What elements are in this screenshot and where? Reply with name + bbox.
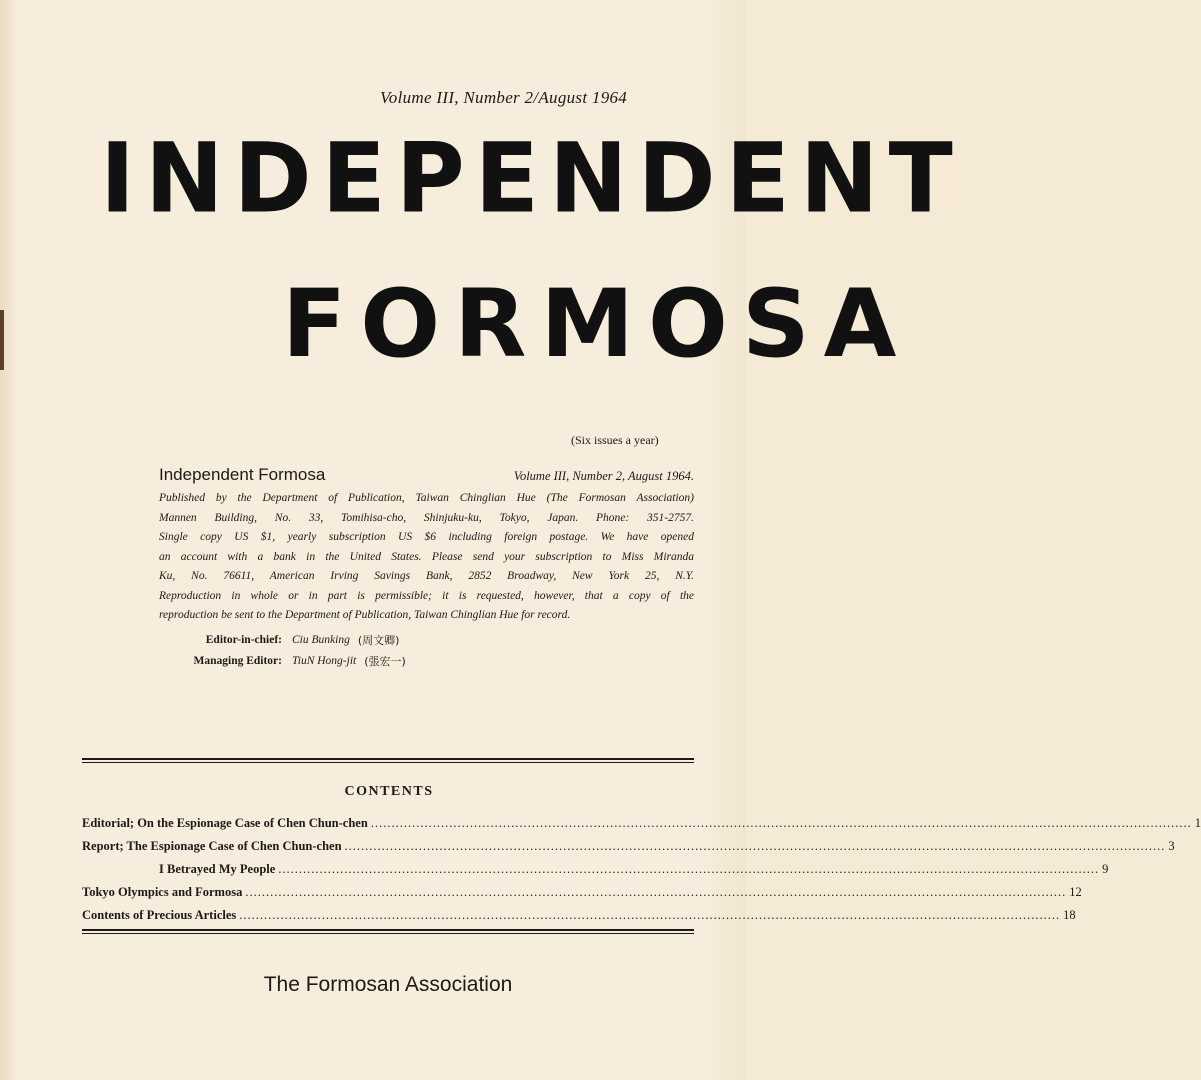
toc-entry-page: 12 — [1069, 885, 1082, 899]
info-line: Reproduction in whole or in part is permissible; it is requested, however, that a copy of the — [159, 589, 694, 602]
editor-row — [159, 651, 694, 672]
info-line: Mannen Building, No. 33, Tomihisa-cho, Shinjuku-ku, Tokyo, Japan. Phone: 351-2757. — [159, 511, 694, 524]
info-line: Single copy US $1, yearly subscription US $6 including foreign postage. We have opened — [159, 531, 694, 543]
publication-frequency: (Six issues a year) — [571, 433, 659, 447]
toc-leader — [345, 835, 1166, 858]
editor-cjk-name: (張宏一) — [364, 654, 406, 668]
info-line: Ku, No. 76611, American Irving Savings Bank, 2852 Broadway, New York 25, N.Y. — [159, 570, 694, 582]
toc-leader — [371, 812, 1192, 835]
toc-entry — [82, 858, 1109, 881]
info-body — [159, 489, 694, 626]
editor-role: Managing Editor: — [193, 654, 282, 667]
binding-edge — [0, 310, 4, 370]
toc-entry-page: 9 — [1102, 862, 1109, 876]
info-line: an account with a bank in the United States. Please send your subscription to Miss Miranda — [159, 550, 694, 563]
contents-heading: CONTENTS — [344, 784, 434, 799]
editors — [159, 630, 694, 672]
editor-name: Ciu Bunking — [292, 633, 350, 646]
toc-entry-page: 18 — [1063, 908, 1076, 922]
toc-leader — [245, 881, 1066, 904]
editor-role: Editor-in-chief: — [205, 633, 282, 646]
toc-entry-title: I Betrayed My People — [159, 862, 276, 876]
toc-entry — [82, 835, 1175, 858]
info-volume: Volume III, Number 2, August 1964. — [513, 469, 694, 483]
toc-entry-page: 1 — [1194, 816, 1201, 830]
publisher-name: The Formosan Association — [263, 973, 513, 996]
info-title: Independent Formosa — [159, 465, 326, 484]
toc-entry-title: Contents of Precious Articles — [82, 908, 237, 922]
editor-name: TiuN Hong-jit — [292, 654, 357, 667]
toc-entry — [82, 881, 1082, 904]
info-header — [159, 465, 694, 489]
editor-cjk-name: (周文卿) — [357, 633, 400, 647]
toc-entry-title: Editorial; On the Espionage Case of Chen Chun-chen — [82, 816, 368, 830]
toc-entry-title: Report; The Espionage Case of Chen Chun-chen — [82, 839, 342, 853]
info-line: Published by the Department of Publication, Taiwan Chinglian Hue (The Formosan Association) — [159, 492, 694, 504]
toc-entry — [82, 812, 1201, 835]
toc-leader — [278, 858, 1099, 881]
divider-top — [82, 758, 694, 763]
toc-entry — [82, 904, 1076, 927]
toc-leader — [239, 904, 1060, 927]
info-line: reproduction be sent to the Department of Publication, Taiwan Chinglian Hue for record. — [159, 609, 571, 621]
toc-entry-page: 3 — [1168, 839, 1175, 853]
issue-line: Volume III, Number 2/August 1964 — [380, 88, 628, 107]
publication-info — [159, 465, 694, 672]
masthead-line-1: INDEPENDENT — [100, 123, 963, 236]
table-of-contents — [82, 812, 1201, 927]
editor-row — [159, 630, 694, 651]
masthead-line-2: FORMOSA — [282, 270, 911, 379]
divider-bottom — [82, 929, 694, 934]
toc-entry-title: Tokyo Olympics and Formosa — [82, 885, 243, 899]
